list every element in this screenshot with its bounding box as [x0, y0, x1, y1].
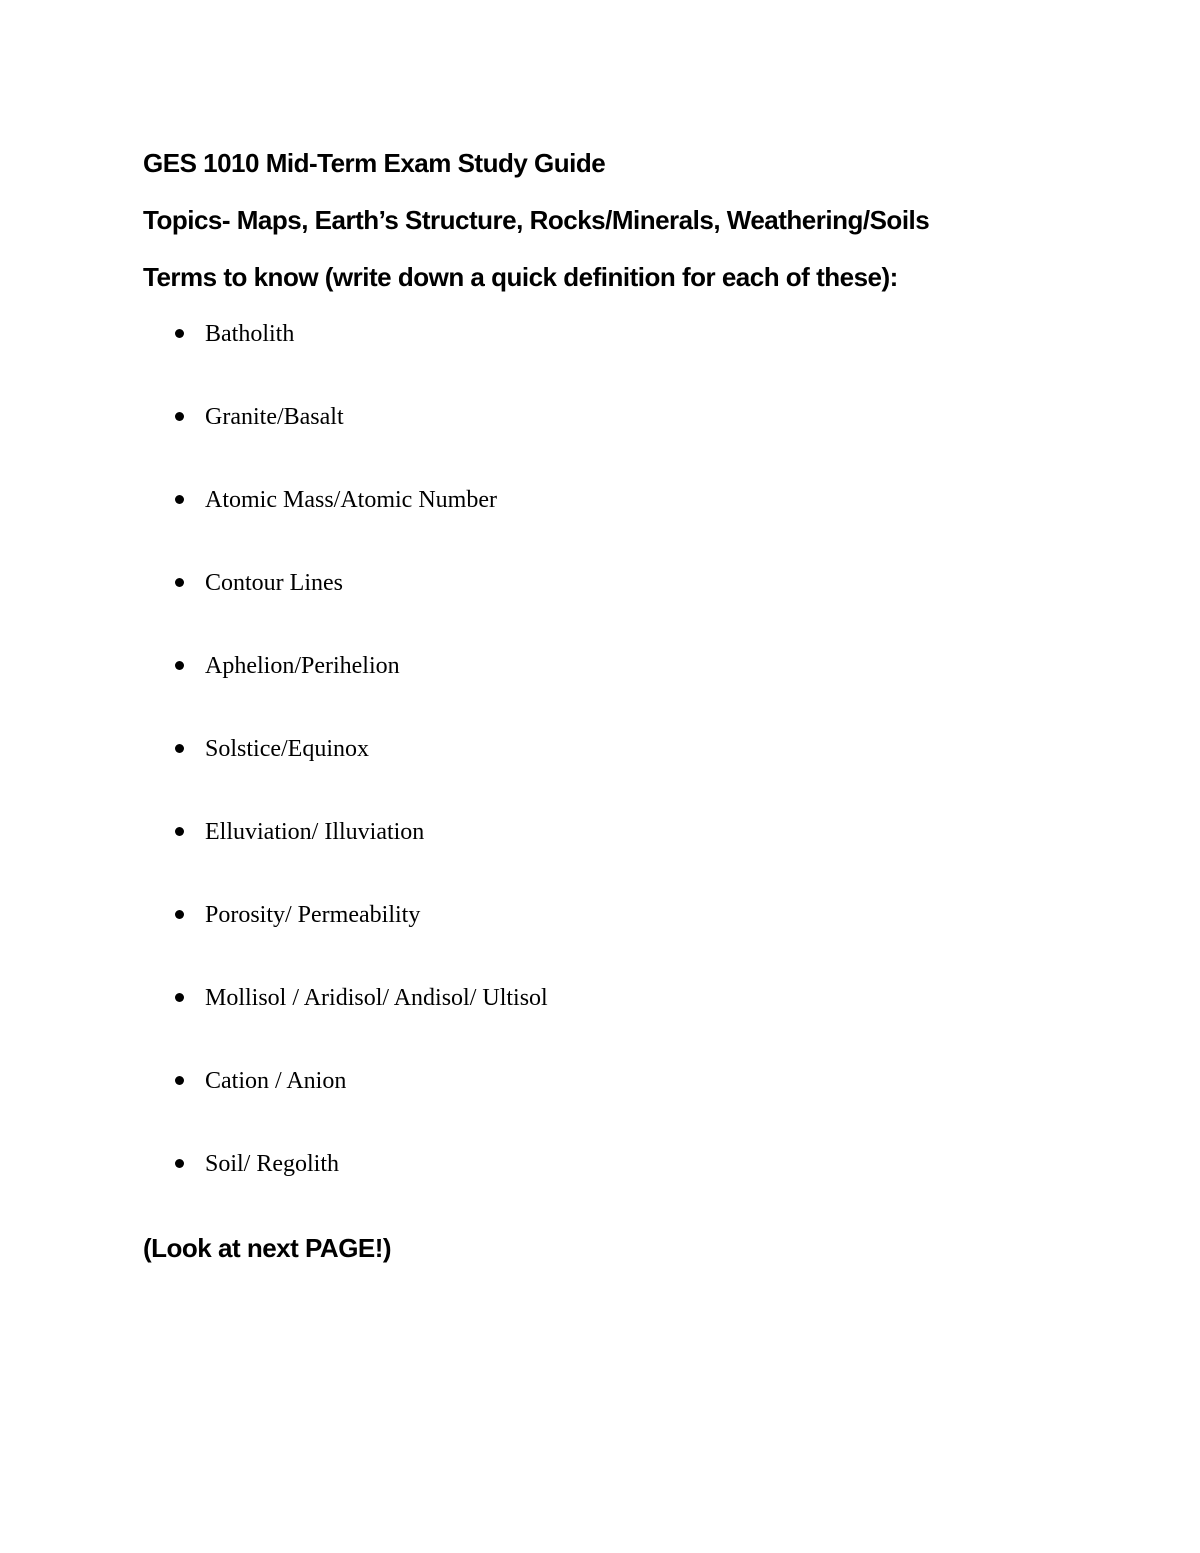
bullet-icon	[175, 744, 184, 753]
bullet-icon	[175, 578, 184, 587]
topics-line: Topics- Maps, Earth’s Structure, Rocks/Minerals, Weathering/Soils	[143, 205, 930, 235]
term-label: Soil/ Regolith	[205, 1151, 340, 1177]
term-list-item	[143, 900, 1080, 930]
footer-note: (Look at next PAGE!)	[143, 1233, 392, 1263]
bullet-icon	[175, 412, 184, 421]
bullet-icon	[175, 661, 184, 670]
bullet-icon	[175, 993, 184, 1002]
term-list-item	[143, 568, 1080, 598]
bullet-icon	[175, 495, 184, 504]
term-label: Granite/Basalt	[205, 404, 344, 430]
document-title: GES 1010 Mid-Term Exam Study Guide	[143, 148, 606, 178]
term-label: Contour Lines	[205, 570, 343, 596]
term-list-item	[143, 485, 1080, 515]
term-label: Mollisol / Aridisol/ Andisol/ Ultisol	[205, 985, 548, 1011]
term-label: Atomic Mass/Atomic Number	[205, 487, 497, 513]
bullet-icon	[175, 329, 184, 338]
bullet-icon	[175, 1159, 184, 1168]
term-list-item	[143, 651, 1080, 681]
bullet-icon	[175, 910, 184, 919]
term-list-item	[143, 1149, 1080, 1179]
bullet-icon	[175, 1076, 184, 1085]
term-list-item	[143, 1066, 1080, 1096]
term-list-item	[143, 734, 1080, 764]
term-list-item	[143, 983, 1080, 1013]
term-label: Batholith	[205, 321, 295, 347]
term-list-item	[143, 817, 1080, 847]
term-label: Solstice/Equinox	[205, 736, 369, 762]
term-list-item	[143, 402, 1080, 432]
terms-intro-line: Terms to know (write down a quick definition for each of these):	[143, 262, 898, 292]
term-list-item	[143, 319, 1080, 349]
terms-list	[143, 319, 1080, 1179]
term-label: Cation / Anion	[205, 1068, 347, 1094]
bullet-icon	[175, 827, 184, 836]
term-label: Aphelion/Perihelion	[205, 653, 400, 679]
term-label: Porosity/ Permeability	[205, 902, 421, 928]
term-label: Elluviation/ Illuviation	[205, 819, 425, 845]
